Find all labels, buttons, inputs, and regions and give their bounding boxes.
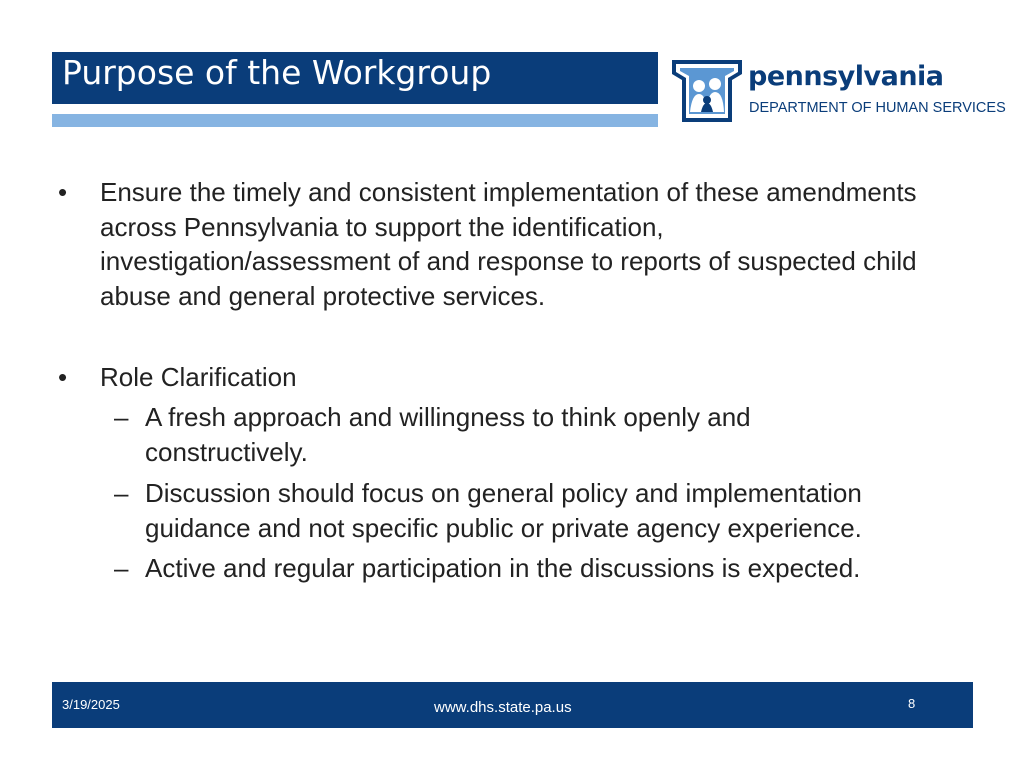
sub-bullet-marker: – — [114, 553, 129, 583]
sub-bullet-item: A fresh approach and willingness to think openly and constructively. — [145, 402, 751, 467]
logo-wordmark: pennsylvania — [748, 61, 944, 92]
bullet-marker: • — [58, 362, 68, 392]
bullet-marker: • — [58, 177, 68, 207]
footer-url: www.dhs.state.pa.us — [434, 699, 572, 716]
page-number: 8 — [908, 696, 916, 711]
logo-department: DEPARTMENT OF HUMAN SERVICES — [749, 100, 1006, 116]
footer-date: 3/19/2025 — [62, 697, 120, 712]
footer-bar — [52, 682, 973, 728]
sub-bullet-marker: – — [114, 402, 129, 432]
sub-bullet-item: Discussion should focus on general policy and implementation guidance and not specific public or private agency experience. — [145, 478, 862, 543]
sub-bullet-item: Active and regular participation in the discussions is expected. — [145, 553, 861, 583]
bullet-item: Role Clarification — [100, 362, 297, 392]
sub-bullet-marker: – — [114, 478, 129, 508]
bullet-item: Ensure the timely and consistent implementation of these amendments across Pennsylvania to support the identification, investigation/assessment of and response to reports of suspected child abuse and general protective services. — [100, 177, 917, 311]
slide-title: Purpose of the Workgroup — [62, 53, 492, 92]
